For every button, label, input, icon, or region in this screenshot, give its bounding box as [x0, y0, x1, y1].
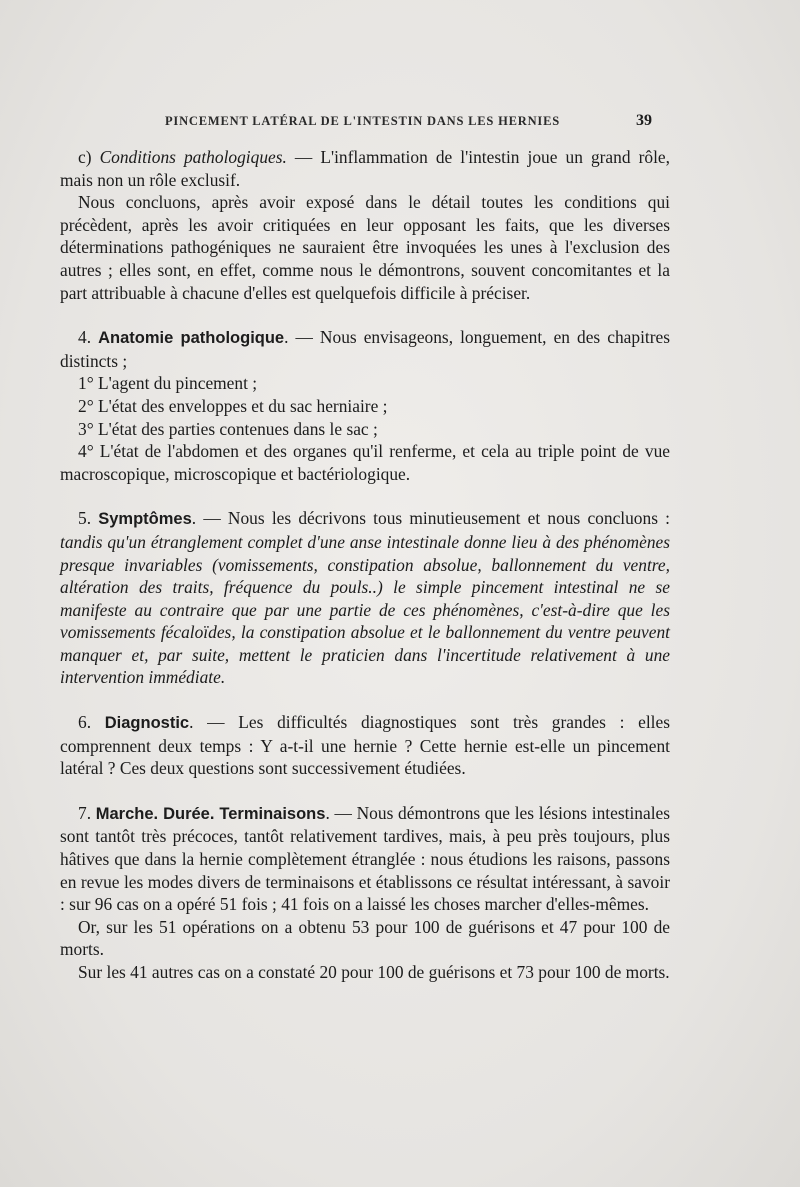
section-5-number: 5.	[78, 508, 99, 529]
section-5-intro: . — Nous les décrivons tous minutieusement et nous concluons :	[191, 508, 671, 529]
section-6-number: 6.	[78, 712, 105, 733]
section-7-number: 7.	[78, 802, 96, 823]
section-4-number: 4.	[78, 327, 99, 348]
running-header: PINCEMENT LATÉRAL DE L'INTESTIN DANS LES HERNIES	[165, 114, 560, 128]
section-4-title: Anatomie pathologique	[98, 329, 285, 348]
spacer	[60, 780, 670, 802]
conclusion-paragraph: Nous concluons, après avoir exposé dans le détail toutes les conditions qui précèdent, après les avoir critiquées en leur opposant les faits, que les diverses déterminations pathogéniques ne sauraient être invoquées les unes à l'exclusion des autres ; elles sont, en effet, comme nous le démontrons, souvent concomitantes et la part attribuable à chacune d'elles est quelquefois difficile à préciser.	[60, 192, 670, 303]
section-4-paragraph	[60, 326, 670, 372]
section-7-text: . — Nous démontrons que les lésions intestinales sont tantôt très précoces, tantôt relativement tardives, mais, à peu près toujours, plus hâtives que dans la hernie complètement étranglée : nous étudions les raisons, passons en revue les modes divers de terminaisons et établissons ce résultat intéressant, à savoir : sur 96 cas on a opéré 51 fois ; 41 fois on a laissé les choses marcher d'elles-mêmes.	[60, 802, 671, 915]
spacer	[60, 689, 670, 711]
list-item: 3° L'état des parties contenues dans le sac ;	[78, 418, 378, 439]
section-c-title: Conditions pathologiques.	[99, 147, 287, 167]
spacer	[60, 304, 670, 326]
section-6-text: . — Les difficultés diagnostiques sont très grandes : elles comprennent deux temps : Y a-t-il une hernie ? Cette hernie est-elle un pincement latéral ? Ces deux questions sont successivement étudiées.	[60, 712, 670, 779]
section-c-label: c)	[78, 147, 100, 167]
section-5-title: Symptômes	[98, 510, 192, 529]
section-7-title: Marche. Durée. Terminaisons	[95, 804, 326, 823]
section-5-paragraph	[60, 507, 670, 689]
section-7-paragraph	[60, 802, 670, 916]
list-item: 1° L'agent du pincement ;	[78, 373, 258, 394]
list-item: 4° L'état de l'abdomen et des organes qu'il renferme, et cela au triple point de vue macroscopique, microscopique et bactériologique.	[60, 441, 670, 484]
section-c-text: — L'inflammation de l'intestin joue un grand rôle, mais non un rôle exclusif.	[60, 147, 670, 190]
section-4-intro: . — Nous envisageons, longuement, en des chapitres distincts ;	[60, 327, 671, 371]
page-number: 39	[636, 112, 652, 129]
list-item: 2° L'état des enveloppes et du sac herniaire ;	[78, 395, 388, 416]
section-5-italic: tandis qu'un étranglement complet d'une anse intestinale donne lieu à des phénomènes presque invariables (vomissements, constipation absolue, ballonnement du ventre, altération des traits, fréquence du pouls..) le simple pincement intestinal ne se manifeste au contraire que par une partie de ces phénomènes, c'est-à-dire que les vomissements fécaloïdes, la constipation absolue et le ballonnement du ventre peuvent manquer et, par suite, mettent le praticien dans l'incertitude relativement à une intervention immédiate.	[60, 531, 670, 688]
section-c-paragraph	[60, 146, 670, 191]
page-body	[60, 146, 670, 984]
section-7-paragraph-2: Or, sur les 51 opérations on a obtenu 53 pour 100 de guérisons et 47 pour 100 de morts.	[60, 916, 670, 960]
spacer	[60, 485, 670, 507]
section-7-paragraph-3: Sur les 41 autres cas on a constaté 20 pour 100 de guérisons et 73 pour 100 de morts.	[78, 962, 670, 982]
section-6-paragraph	[60, 711, 670, 780]
section-6-title: Diagnostic	[104, 714, 190, 733]
